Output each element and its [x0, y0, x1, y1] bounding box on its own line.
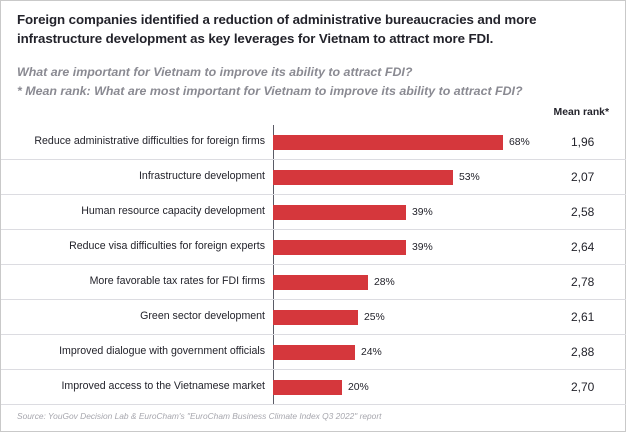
table-row [1, 160, 626, 195]
table-row [1, 125, 626, 160]
mean-rank-column-header: Mean rank* [553, 107, 609, 118]
bar-value-label: 25% [364, 311, 385, 323]
bar [273, 170, 453, 185]
chart-question-line: What are important for Vietnam to improve its ability to attract FDI? [17, 65, 413, 79]
chart-subtitle [17, 63, 611, 101]
bar-category-label: Improved dialogue with government officials [59, 345, 265, 358]
table-row [1, 195, 626, 230]
bar-value-label: 53% [459, 171, 480, 183]
mean-rank-value: 2,07 [571, 170, 595, 184]
mean-rank-value: 2,78 [571, 275, 595, 289]
mean-rank-value: 2,64 [571, 240, 595, 254]
bar-category-label: Infrastructure development [138, 170, 265, 183]
table-row [1, 335, 626, 370]
bar-category-label: Reduce administrative difficulties for foreign firms [34, 135, 265, 148]
table-row [1, 300, 626, 335]
mean-rank-value: 2,70 [571, 380, 595, 394]
bar-value-label: 28% [374, 276, 395, 288]
bar [273, 380, 342, 395]
bar-category-label: Improved access to the Vietnamese market [61, 380, 265, 393]
bar-value-label: 39% [412, 206, 433, 218]
bar-category-label: Human resource capacity development [81, 205, 265, 218]
bar-category-label: Green sector development [140, 310, 265, 323]
bar [273, 135, 503, 150]
mean-rank-value: 2,88 [571, 345, 595, 359]
source-note: Source: YouGov Decision Lab & EuroCham's "EuroCham Business Climate Index Q3 2022" report [17, 411, 382, 421]
bar [273, 240, 406, 255]
bar-category-label: More favorable tax rates for FDI firms [89, 275, 265, 288]
mean-rank-value: 2,61 [571, 310, 595, 324]
mean-rank-value: 1,96 [571, 135, 595, 149]
bar-value-label: 20% [348, 381, 369, 393]
bar [273, 275, 368, 290]
bar-value-label: 39% [412, 241, 433, 253]
bar-value-label: 24% [361, 346, 382, 358]
table-row [1, 370, 626, 405]
chart-meanrank-note-line: * Mean rank: What are most important for Vietnam to improve its ability to attract FDI? [17, 83, 523, 98]
bar [273, 205, 406, 220]
bar [273, 310, 358, 325]
bar [273, 345, 355, 360]
bar-chart [1, 125, 626, 405]
table-row [1, 265, 626, 300]
bar-category-label: Reduce visa difficulties for foreign experts [69, 240, 265, 253]
table-row [1, 230, 626, 265]
mean-rank-value: 2,58 [571, 205, 595, 219]
page-title: Foreign companies identified a reduction of administrative bureaucracies and more infrastructure development as key leverages for Vietnam to attract more FDI. [17, 12, 537, 46]
bar-value-label: 68% [509, 136, 530, 148]
